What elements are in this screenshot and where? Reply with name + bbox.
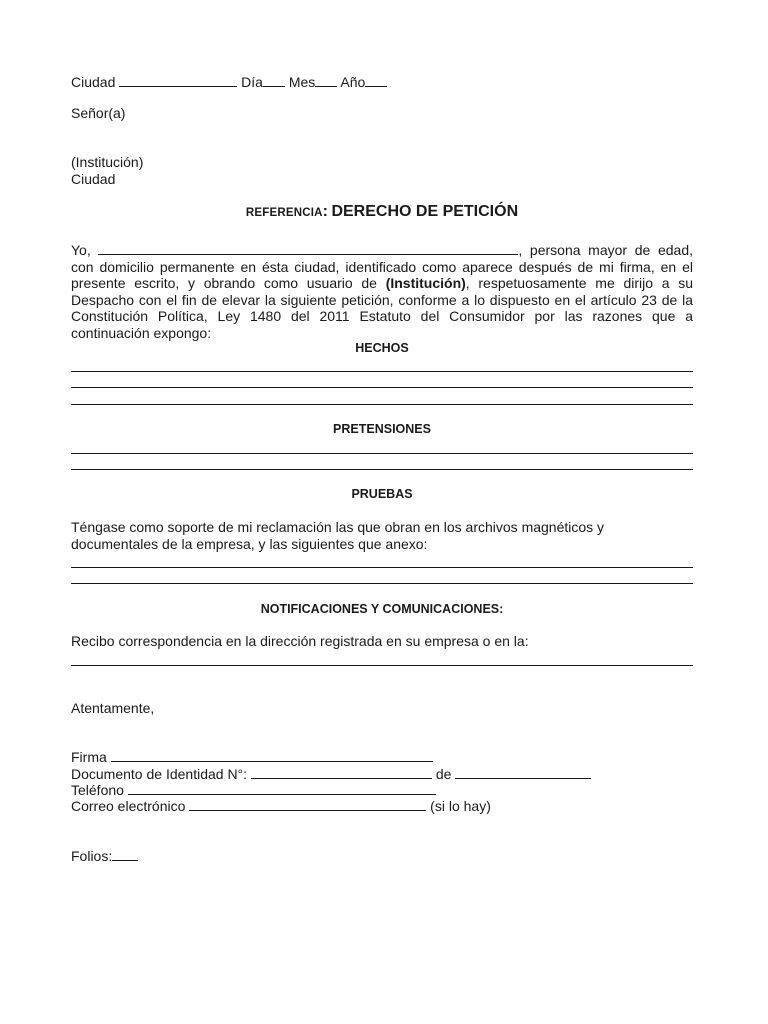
reference-label: REFERENCIA bbox=[245, 207, 323, 219]
section-pretensiones: PRETENSIONES bbox=[333, 422, 431, 436]
notificaciones-text: Recibo correspondencia en la dirección registrada en su empresa o en la: bbox=[71, 633, 529, 649]
telefono-blank[interactable] bbox=[128, 781, 436, 795]
closing: Atentamente, bbox=[71, 700, 155, 716]
intro-paragraph bbox=[71, 241, 693, 341]
reference-colon: : bbox=[322, 203, 328, 220]
day-label: Día bbox=[241, 74, 263, 90]
hechos-line-1[interactable] bbox=[71, 371, 693, 372]
name-blank[interactable] bbox=[98, 241, 518, 255]
pretensiones-line-2[interactable] bbox=[71, 469, 693, 470]
correo-optional: (si lo hay) bbox=[430, 798, 491, 814]
documento-blank[interactable] bbox=[251, 765, 432, 779]
correo-row bbox=[71, 797, 491, 814]
section-pruebas: PRUEBAS bbox=[351, 487, 413, 501]
city-blank[interactable] bbox=[119, 73, 237, 87]
folios-row bbox=[71, 847, 138, 864]
institution-placeholder: (Institución) bbox=[71, 154, 144, 170]
salutation: Señor(a) bbox=[71, 105, 126, 121]
firma-blank[interactable] bbox=[111, 748, 433, 762]
firma-row bbox=[71, 748, 433, 765]
section-notificaciones: NOTIFICACIONES Y COMUNICACIONES: bbox=[260, 602, 504, 616]
documento-label: Documento de Identidad N°: bbox=[71, 766, 248, 782]
pruebas-text: Téngase como soporte de mi reclamación las que obran en los archivos magnéticos y documentales de la empresa, y las siguientes que anexo: bbox=[71, 519, 605, 552]
intro-yo: Yo, bbox=[71, 242, 91, 258]
correo-label: Correo electrónico bbox=[71, 798, 186, 814]
year-label: Año bbox=[340, 74, 366, 90]
recipient-city: Ciudad bbox=[71, 171, 116, 187]
documento-row bbox=[71, 765, 591, 782]
documento-place-blank[interactable] bbox=[455, 765, 591, 779]
notificaciones-line[interactable] bbox=[71, 665, 693, 666]
documento-de-label: de bbox=[435, 766, 452, 782]
firma-label: Firma bbox=[71, 749, 107, 765]
folios-blank[interactable] bbox=[112, 847, 138, 861]
intro-institution: (Institución) bbox=[385, 275, 466, 291]
telefono-row bbox=[71, 781, 436, 798]
folios-label: Folios: bbox=[71, 848, 113, 864]
intro-after-name: , persona mayor de edad, con domicilio permanente en ésta ciudad, identificado como aparece después de mi firma, en el presente escrito, y obrando como usuario de bbox=[71, 242, 693, 291]
reference-subject: DERECHO DE PETICIÓN bbox=[331, 203, 519, 220]
intro-rest: , respetuosamente me dirijo a su Despacho con el fin de elevar la siguiente petición, conforme a lo dispuesto en el artículo 23 de la Constitución Política, Ley 1480 del 2011 Estatuto del Consumidor por las razones que a continuación expongo: bbox=[71, 275, 694, 341]
hechos-line-3[interactable] bbox=[71, 404, 693, 405]
date-line bbox=[71, 73, 387, 91]
year-blank[interactable] bbox=[365, 73, 387, 87]
pruebas-line-1[interactable] bbox=[71, 567, 693, 568]
correo-blank[interactable] bbox=[189, 797, 426, 811]
month-label: Mes bbox=[288, 74, 316, 90]
reference-title bbox=[71, 204, 693, 221]
pruebas-line-2[interactable] bbox=[71, 583, 693, 584]
telefono-label: Teléfono bbox=[71, 782, 124, 798]
hechos-line-2[interactable] bbox=[71, 387, 693, 388]
day-blank[interactable] bbox=[263, 73, 285, 87]
city-label: Ciudad bbox=[71, 74, 116, 90]
month-blank[interactable] bbox=[315, 73, 337, 87]
section-hechos: HECHOS bbox=[355, 341, 409, 355]
pretensiones-line-1[interactable] bbox=[71, 453, 693, 454]
